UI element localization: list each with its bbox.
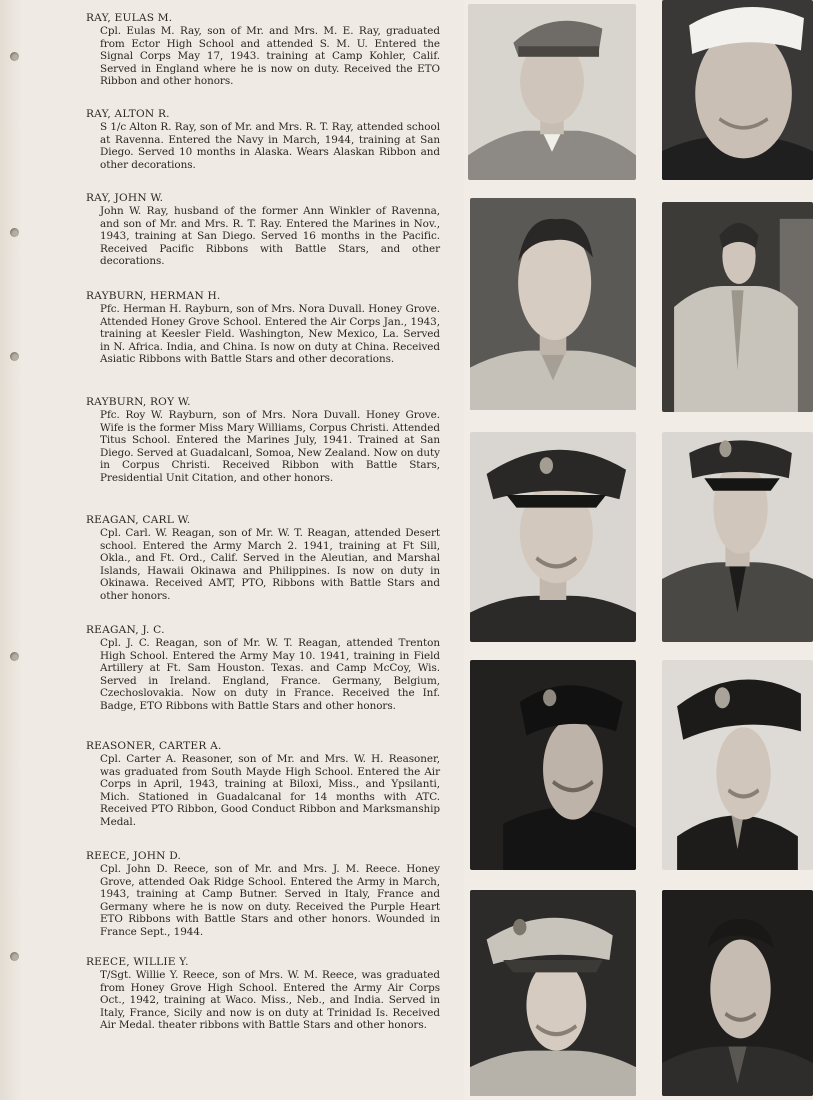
entry-text: Cpl. J. C. Reagan, son of Mr. W. T. Reagan, attended Trenton High School. Entered the Army May 10. 1941, training in Field Artillery at Ft. Sam Houston. Texas. and Camp McCoy, Wis. Served in Ireland. England, France. Germany, Belgium, Czechoslovakia. Now on duty in France. Received the Inf. Badge, ETO Ribbons with Battle Stars and other honors. <box>100 637 440 712</box>
bio-entry-reece-john <box>86 850 440 939</box>
entry-name: RAYBURN, HERMAN H. <box>86 290 221 302</box>
entry-name: REECE, WILLIE Y. <box>86 956 189 968</box>
bio-entry-ray-alton <box>86 108 440 171</box>
portrait-photo-rayburn-roy <box>470 432 636 642</box>
portrait-photo-reece-john <box>470 890 636 1096</box>
entry-name: RAY, JOHN W. <box>86 192 164 204</box>
bio-entry-reagan-jc <box>86 624 440 713</box>
entry-name: RAYBURN, ROY W. <box>86 396 191 408</box>
page-binding-edge <box>0 0 22 1100</box>
bio-entry-reagan-carl <box>86 514 440 603</box>
portrait-photo-ray-alton <box>662 0 813 180</box>
bio-entry-rayburn-roy <box>86 396 440 485</box>
bio-entry-reece-willie <box>86 956 440 1032</box>
portrait-photo-reagan-carl <box>662 432 813 642</box>
binder-hole <box>10 352 19 361</box>
entry-name: REECE, JOHN D. <box>86 850 182 862</box>
entry-text: Pfc. Roy W. Rayburn, son of Mrs. Nora Duvall. Honey Grove. Wife is the former Miss Mary Williams, Corpus Christi. Attended Titus School. Entered the Marines July, 1941. Trained at San Diego. Served at Guadalcanl, Somoa, New Zealand. Now on duty in Corpus Christi. Received Ribbon with Battle Stars, Presidential Unit Citation, and other honors. <box>100 409 440 484</box>
entry-name: RAY, EULAS M. <box>86 12 173 24</box>
binder-hole <box>10 52 19 61</box>
binder-hole <box>10 228 19 237</box>
entry-text: Pfc. Herman H. Rayburn, son of Mrs. Nora Duvall. Honey Grove. Attended Honey Grove School. Entered the Air Corps Jan., 1943, training at Keesler Field. Washington, New Mexico, La. Served in N. Africa. India, and China. Is now on duty at China. Received Asiatic Ribbons with Battle Stars and other decorations. <box>100 303 440 366</box>
entry-name: RAY, ALTON R. <box>86 108 170 120</box>
entry-name: REAGAN, CARL W. <box>86 514 191 526</box>
entry-text: Cpl. John D. Reece, son of Mr. and Mrs. J. M. Reece. Honey Grove, attended Oak Ridge School. Entered the Army in March, 1943, training at Camp Butner. Served in Italy, France and Germany where he is now on duty. Received the Purple Heart ETO Ribbons with Battle Stars and other honors. Wounded in France Sept., 1944. <box>100 863 440 938</box>
entry-text: Cpl. Carter A. Reasoner, son of Mr. and Mrs. W. H. Reasoner, was graduated from South Mayde High School. Entered the Air Corps in April, 1943, training at Biloxi, Miss., and Ypsilanti, Mich. Stationed in Guadalcanal for 14 months with ATC. Received PTO Ribbon, Good Conduct Ribbon and Marksmanship Medal. <box>100 753 440 828</box>
bio-entry-reasoner-carter <box>86 740 440 829</box>
binder-hole <box>10 652 19 661</box>
biography-column <box>86 0 440 1100</box>
portrait-photo-grid <box>464 0 813 1100</box>
portrait-photo-ray-eulas <box>468 4 636 180</box>
entry-text: John W. Ray, husband of the former Ann Winkler of Ravenna, and son of Mr. and Mrs. R. T. Ray. Entered the Marines in Nov., 1943, training at San Diego. Served 16 months in the Pacific. Received Pacific Ribbons with Battle Stars, and other decorations. <box>100 205 440 268</box>
portrait-photo-reagan-jc <box>470 660 636 870</box>
binder-hole <box>10 952 19 961</box>
portrait-photo-rayburn-herman <box>662 202 813 412</box>
bio-entry-ray-john <box>86 192 440 268</box>
bio-entry-rayburn-herman <box>86 290 440 366</box>
entry-name: REASONER, CARTER A. <box>86 740 222 752</box>
entry-text: T/Sgt. Willie Y. Reece, son of Mrs. W. M. Reece, was graduated from Honey Grove High School. Entered the Army Air Corps Oct., 1942, training at Waco. Miss., Neb., and India. Served in Italy, France, Sicily and now is on duty at Trinidad Is. Received Air Medal. theater ribbons with Battle Stars and other honors. <box>100 969 440 1032</box>
entry-text: Cpl. Eulas M. Ray, son of Mr. and Mrs. M. E. Ray, graduated from Ector High School and attended S. M. U. Entered the Signal Corps May 17, 1943. training at Camp Kohler, Calif. Served in England where he is now on duty. Received the ETO Ribbon and other honors. <box>100 25 440 88</box>
portrait-photo-reece-willie <box>662 890 813 1096</box>
entry-text: S 1/c Alton R. Ray, son of Mr. and Mrs. R. T. Ray, attended school at Ravenna. Entered the Navy in March, 1944, training at San Diego. Served 10 months in Alaska. Wears Alaskan Ribbon and other decorations. <box>100 121 440 171</box>
entry-text: Cpl. Carl. W. Reagan, son of Mr. W. T. Reagan, attended Desert school. Entered the Army March 2. 1941, training at Ft Sill, Okla., and Ft. Ord., Calif. Served in the Aleutian, and Marshal Islands, Hawaii Okinawa and Philippines. Is now on duty in Okinawa. Received AMT, PTO, Ribbons with Battle Stars and other honors. <box>100 527 440 602</box>
portrait-photo-reasoner-carter <box>662 660 813 870</box>
entry-name: REAGAN, J. C. <box>86 624 165 636</box>
portrait-photo-ray-john <box>470 198 636 410</box>
bio-entry-ray-eulas <box>86 12 440 88</box>
